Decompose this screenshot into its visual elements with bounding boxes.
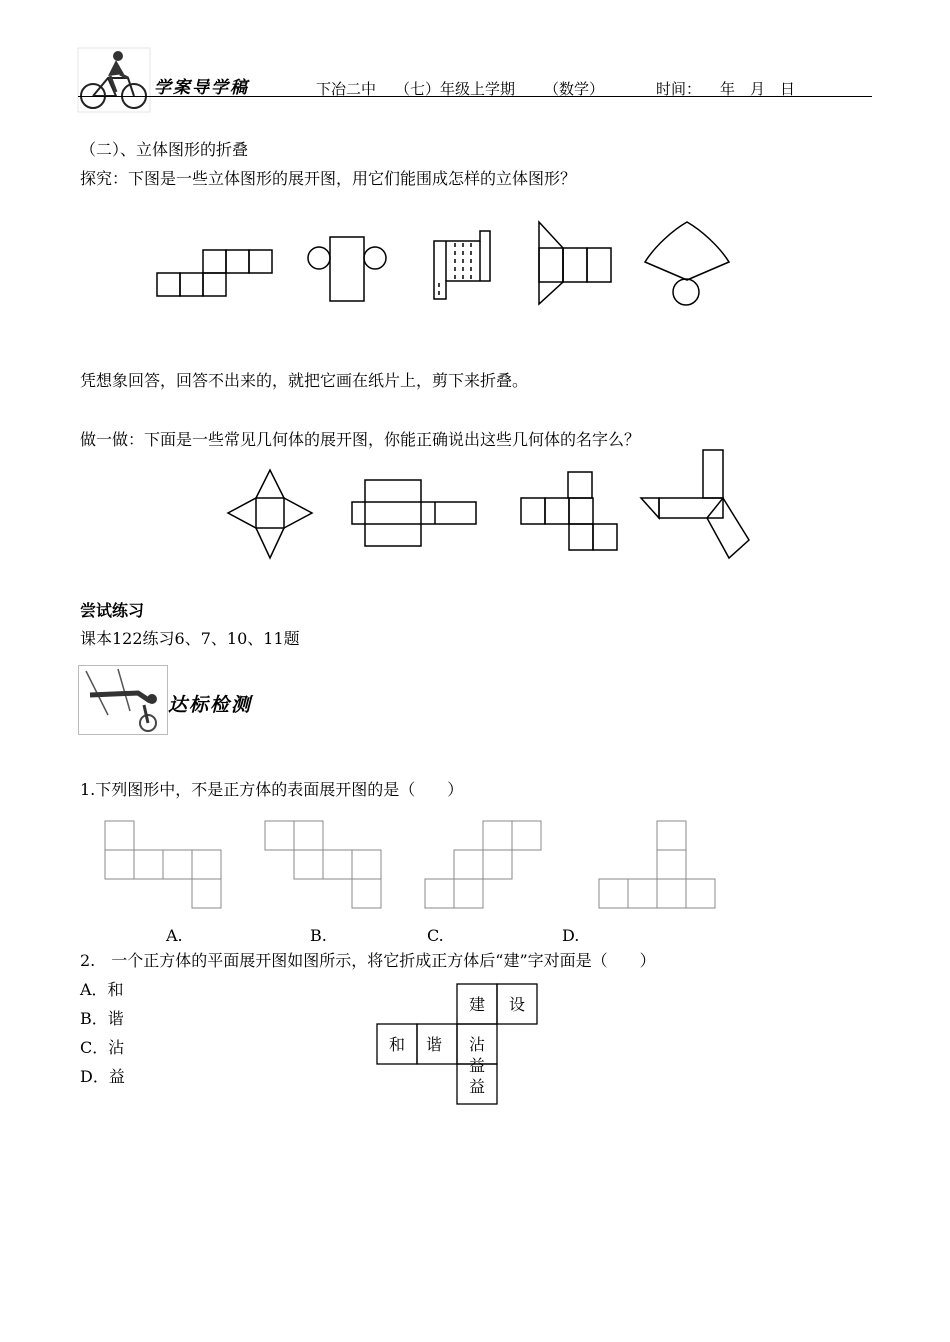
header-rule <box>78 96 872 97</box>
q2-option-b[interactable]: B．谐 <box>80 1009 124 1028</box>
q2-cell-zhan: 沾 <box>469 1035 486 1054</box>
test-banner-title: 达标检测 <box>168 694 253 716</box>
q2-cell-jian: 建 <box>469 995 486 1014</box>
header-year: 年 <box>720 80 736 98</box>
header-time-label: 时间： <box>656 80 702 98</box>
q1-figure-c <box>424 820 544 910</box>
q2-cell-she: 设 <box>509 995 526 1014</box>
q1-text: 1.下列图形中，不是正方体的表面展开图的是（ ） <box>80 780 464 799</box>
q2-text: 2. 一个正方体的平面展开图如图所示，将它折成正方体后“建”字对面是（ ） <box>80 951 656 970</box>
q2-cell-yi: 益 <box>469 1077 486 1096</box>
q1-option-b[interactable]: B. <box>310 926 327 945</box>
header-day: 日 <box>780 80 796 98</box>
q2-cell-xie: 谐 <box>426 1035 443 1054</box>
doit-text: 做一做：下面是一些常见几何体的展开图，你能正确说出这些几何体的名字么？ <box>80 430 641 449</box>
gymnast-logo <box>78 665 168 735</box>
net-cube <box>519 470 619 552</box>
net-staircase <box>156 249 274 299</box>
q2-cell-he: 和 <box>389 1035 406 1054</box>
q1-option-a[interactable]: A. <box>166 926 183 945</box>
q2-option-a[interactable]: A．和 <box>80 980 124 999</box>
header-subject: （数学） <box>544 80 605 98</box>
net-triangular-prism <box>537 220 613 306</box>
net-cylinder <box>306 236 388 304</box>
q2-option-c[interactable]: C．沾 <box>80 1038 125 1057</box>
net-triangular-prism-2 <box>639 448 753 562</box>
net-cone <box>643 220 731 308</box>
q1-figure-b <box>264 820 384 910</box>
q1-figure-a <box>104 820 224 910</box>
header-month: 月 <box>750 80 766 98</box>
net-cuboid <box>351 478 477 548</box>
header-school: 下冶二中 <box>316 80 377 98</box>
header-grade: （七）年级上学期 <box>395 80 516 98</box>
q1-option-d[interactable]: D. <box>562 926 580 945</box>
q2-cell-yi-overlap: 益 <box>469 1056 486 1075</box>
q1-option-c[interactable]: C. <box>427 926 444 945</box>
q2-option-d[interactable]: D．益 <box>80 1067 125 1086</box>
section-title: （二）、立体图形的折叠 <box>80 140 249 159</box>
q1-figure-d <box>598 820 718 910</box>
imagine-text: 凭想象回答，回答不出来的，就把它画在纸片上，剪下来折叠。 <box>80 371 529 390</box>
cyclist-logo <box>78 48 150 112</box>
practice-text: 课本122练习6、7、10、11题 <box>80 629 300 648</box>
net-pyramid <box>226 468 316 560</box>
practice-title: 尝试练习 <box>80 601 145 620</box>
net-prism-dashed <box>431 229 495 303</box>
explore-text: 探究：下图是一些立体图形的展开图，用它们能围成怎样的立体图形？ <box>80 169 577 188</box>
brand-title: 学案导学稿 <box>154 78 249 98</box>
